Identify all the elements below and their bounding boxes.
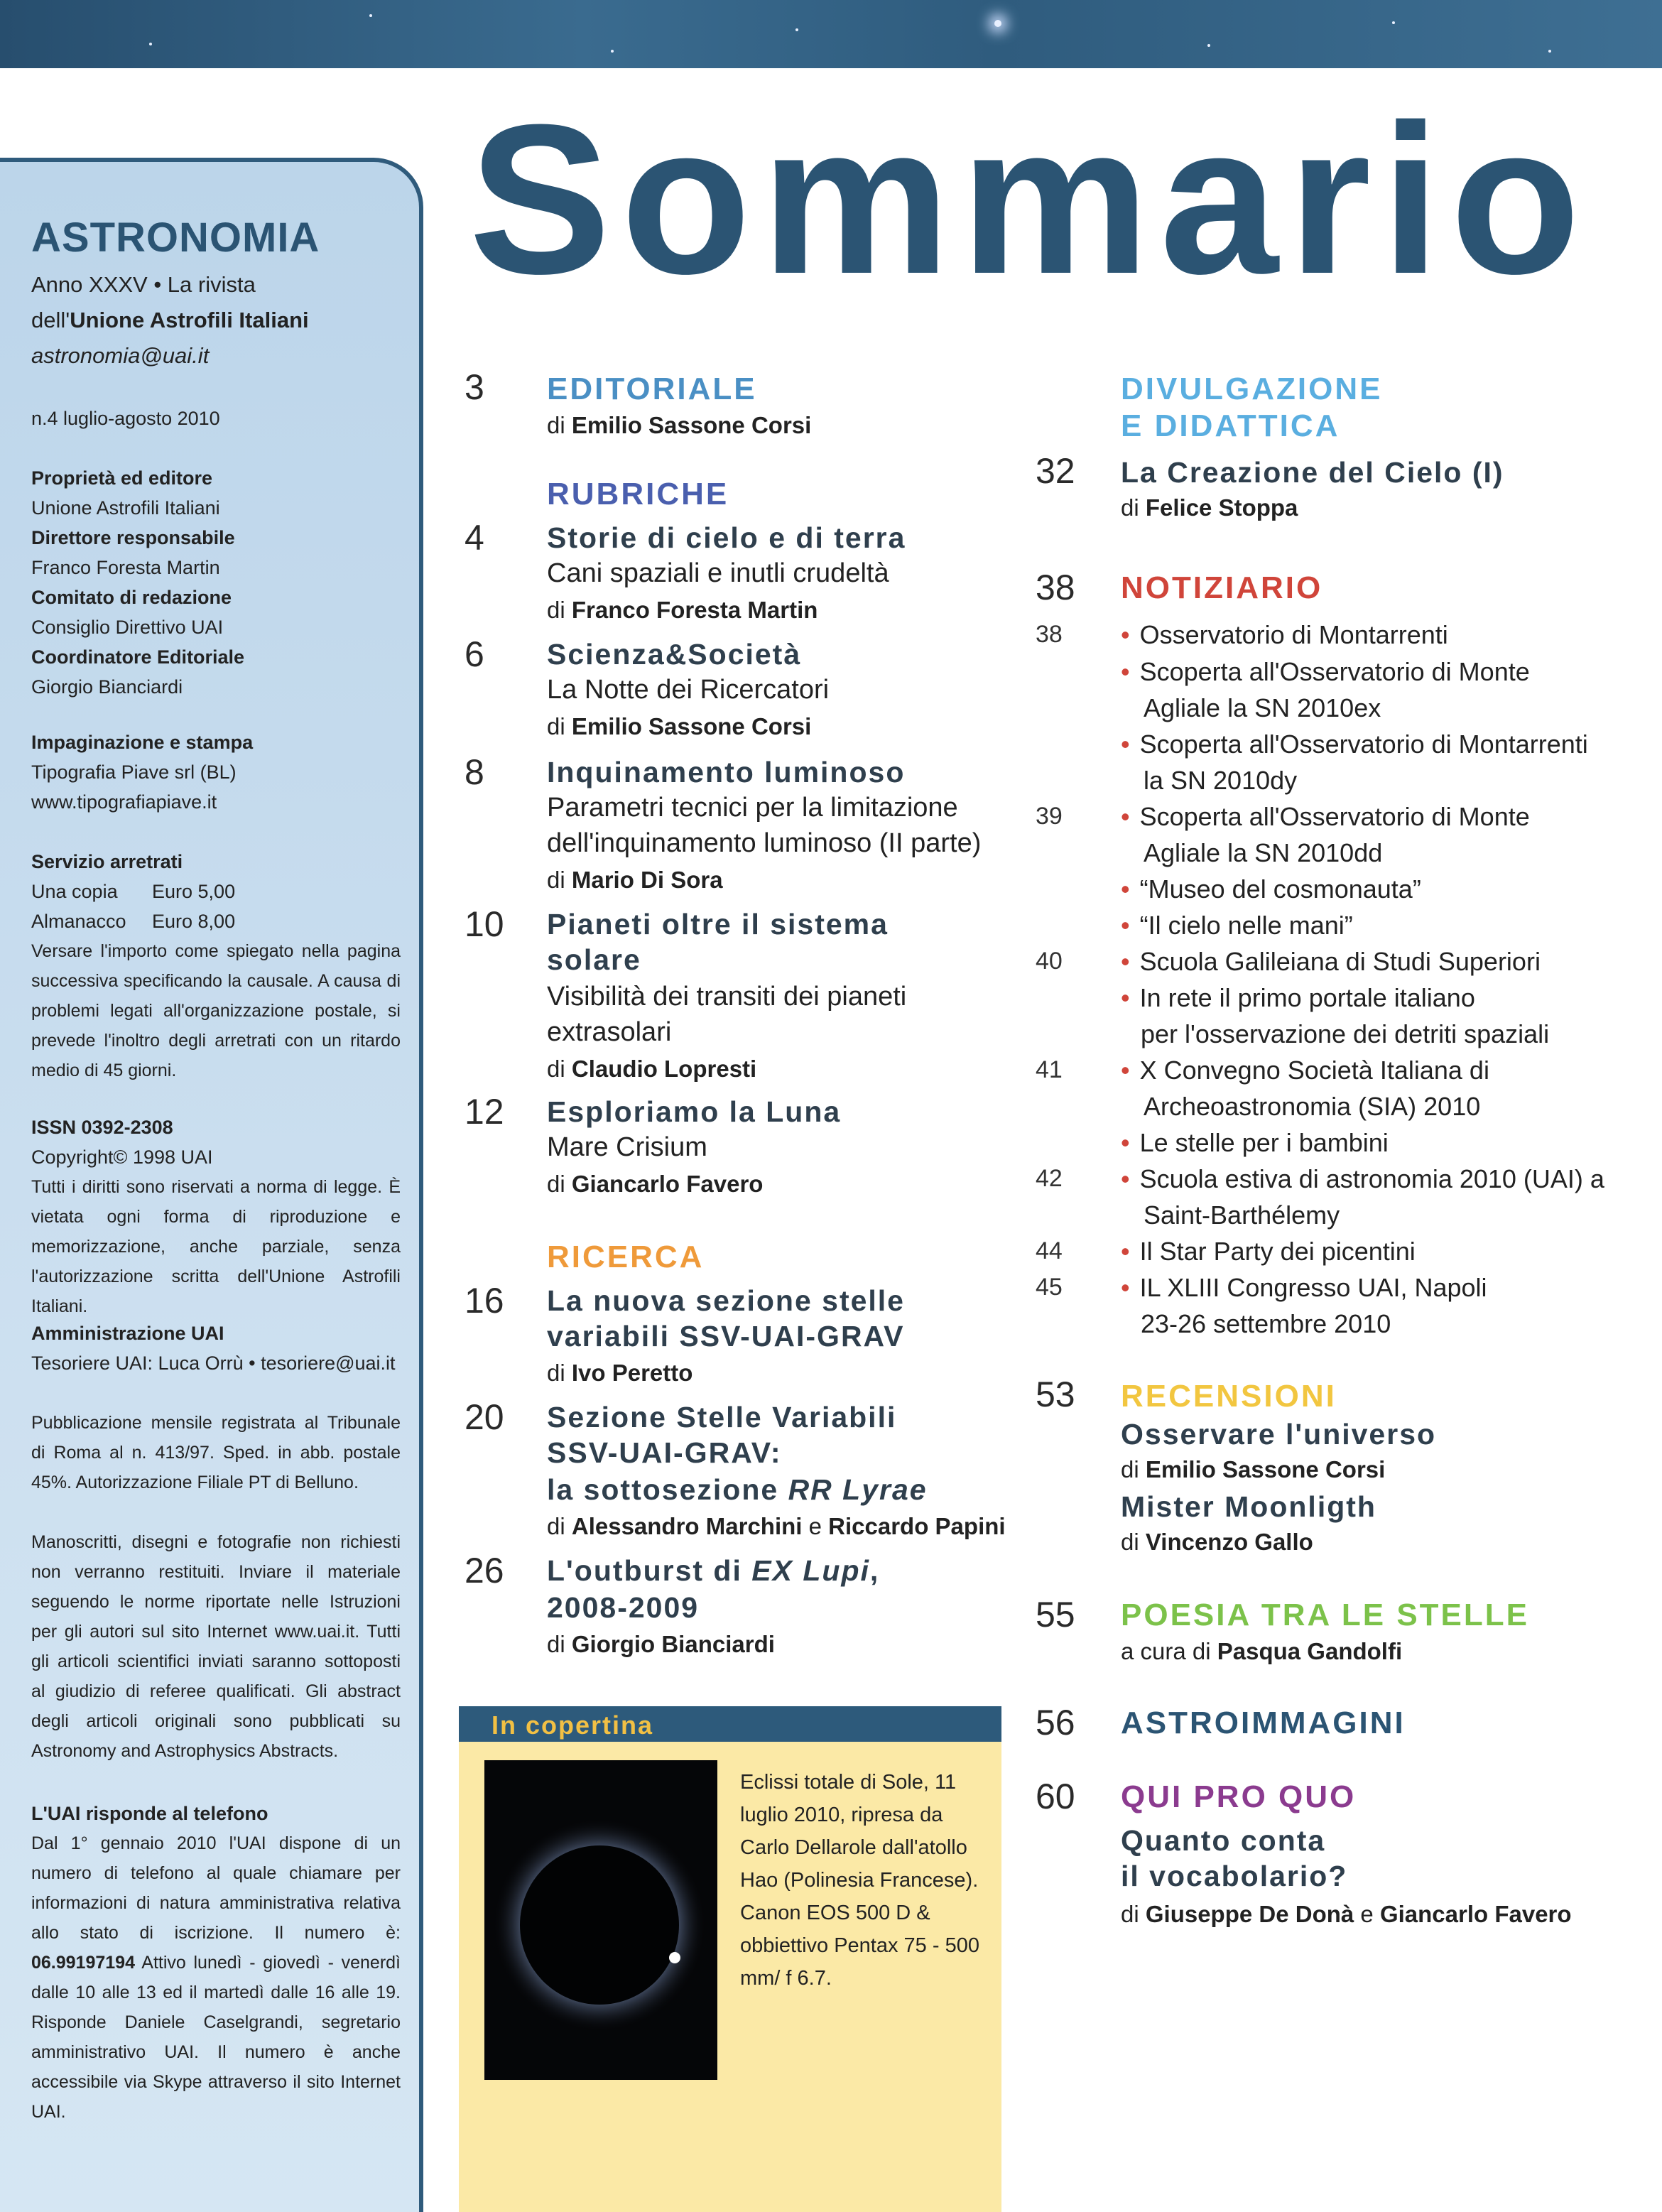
back-issues-info — [31, 847, 401, 1085]
toc-article-title[interactable]: solare — [547, 943, 641, 976]
toc-byline — [1121, 1634, 1402, 1669]
star-icon — [1548, 50, 1551, 53]
cover-header — [459, 1706, 1001, 1742]
author-name: Felice Stoppa — [1145, 494, 1298, 521]
toc-page-number: 10 — [465, 904, 504, 944]
publication-info — [31, 1408, 401, 1497]
cover-label: In copertina — [491, 1710, 654, 1740]
toc-byline — [1121, 1524, 1313, 1560]
toc-article-title[interactable]: 2008-2009 — [547, 1591, 700, 1624]
news-item-text: Scuola estiva di astronomia 2010 (UAI) a — [1139, 1164, 1604, 1193]
byline-prefix: di — [547, 1513, 565, 1539]
news-item[interactable] — [1121, 980, 1475, 1016]
bullet-icon: • — [1121, 1164, 1130, 1193]
staff-role: Comitato di redazione — [31, 587, 232, 608]
phone-text-1: Dal 1° gennaio 2010 l'UAI dispone di un numero di telefono al quale chiamare per informazioni di natura amministrativa relativa allo stato di iscrizione. Il numero è: — [31, 1833, 401, 1943]
staff-list — [31, 463, 244, 702]
admin-label: Amministrazione UAI — [31, 1323, 224, 1344]
phone-info — [31, 1799, 401, 2127]
toc-article-title[interactable]: variabili SSV-UAI-GRAV — [547, 1320, 905, 1352]
news-page-number: 40 — [1036, 948, 1063, 975]
toc-article-title[interactable]: Esploriamo la Luna — [547, 1095, 842, 1128]
price-value: Euro 8,00 — [152, 911, 236, 932]
title-italic: EX Lupi — [751, 1554, 870, 1587]
toc-article-subtitle: Cani spaziali e inutli crudeltà — [547, 558, 889, 588]
print-info — [31, 727, 253, 817]
bullet-icon: • — [1121, 1056, 1130, 1085]
author-name: Giuseppe De Donà — [1145, 1901, 1354, 1927]
star-icon — [1207, 44, 1210, 47]
print-label: Impaginazione e stampa — [31, 732, 254, 753]
bullet-icon: • — [1121, 657, 1130, 686]
news-item[interactable] — [1121, 1052, 1489, 1088]
title-text: la sottosezione — [547, 1473, 788, 1506]
author-name: Giancarlo Favero — [571, 1171, 764, 1197]
news-item-cont: Saint-Barthélemy — [1144, 1200, 1340, 1230]
byline-prefix: di — [1121, 1456, 1139, 1482]
magazine-brand: ASTRONOMIA — [31, 215, 320, 261]
news-item-text: Il Star Party dei picentini — [1139, 1237, 1416, 1266]
toc-article-subtitle: dell'inquinamento luminoso (II parte) — [547, 828, 982, 858]
toc-byline — [547, 1051, 756, 1087]
author-name: Giorgio Bianciardi — [571, 1631, 775, 1657]
news-item[interactable] — [1121, 726, 1588, 762]
bright-star-icon — [994, 20, 1001, 27]
author-name: Claudio Lopresti — [571, 1056, 757, 1082]
section-divulgazione-2[interactable]: E DIDATTICA — [1121, 408, 1340, 443]
toc-page-number: 55 — [1036, 1595, 1075, 1634]
section-rubriche[interactable]: RUBRICHE — [547, 477, 729, 511]
news-item[interactable] — [1121, 1233, 1416, 1269]
news-item-text: Le stelle per i bambini — [1139, 1128, 1389, 1157]
author-name: Mario Di Sora — [571, 867, 723, 893]
toc-article-title[interactable]: Mister Moonligth — [1121, 1490, 1376, 1523]
title-text: L'outburst di — [547, 1554, 752, 1587]
price-row — [31, 906, 401, 936]
byline-prefix: di — [547, 1171, 565, 1197]
toc-article-title[interactable] — [547, 1553, 879, 1588]
toc-page-number: 16 — [465, 1281, 504, 1321]
staff-name: Unione Astrofili Italiani — [31, 497, 220, 519]
news-page-number: 42 — [1036, 1165, 1063, 1192]
issn-label: ISSN 0392-2308 — [31, 1117, 173, 1138]
star-icon — [149, 43, 152, 45]
section-poesia[interactable]: POESIA TRA LE STELLE — [1121, 1598, 1530, 1632]
news-item-cont: Archeoastronomia (SIA) 2010 — [1144, 1092, 1481, 1121]
bullet-icon: • — [1121, 947, 1130, 976]
title-italic: RR Lyrae — [788, 1473, 928, 1506]
starfield-banner — [0, 0, 1662, 68]
staff-name: Franco Foresta Martin — [31, 557, 220, 578]
toc-page-number: 38 — [1036, 568, 1075, 607]
news-page-number: 45 — [1036, 1274, 1063, 1301]
news-item[interactable] — [1121, 1269, 1487, 1306]
section-quiproquo[interactable]: QUI PRO QUO — [1121, 1779, 1357, 1814]
author-name: Riccardo Papini — [828, 1513, 1006, 1539]
author-name: Ivo Peretto — [571, 1360, 693, 1386]
byline-prefix: di — [547, 1360, 565, 1386]
cover-box — [459, 1706, 1001, 2212]
news-item-text: IL XLIII Congresso UAI, Napoli — [1139, 1273, 1487, 1302]
toc-article-title[interactable]: SSV-UAI-GRAV: — [547, 1436, 782, 1469]
news-page-number: 44 — [1036, 1237, 1063, 1264]
toc-article-title[interactable]: Sezione Stelle Variabili — [547, 1401, 897, 1433]
phone-label: L'UAI risponde al telefono — [31, 1803, 268, 1824]
toc-page-number: 56 — [1036, 1703, 1075, 1742]
news-item-text: Scoperta all'Osservatorio di Montarrenti — [1139, 730, 1588, 759]
star-icon — [795, 28, 798, 31]
news-item-text: X Convegno Società Italiana di — [1139, 1056, 1489, 1085]
author-name: Franco Foresta Martin — [571, 597, 818, 623]
toc-byline — [547, 709, 811, 744]
toc-byline — [547, 1355, 692, 1391]
phone-text — [31, 1828, 401, 2127]
news-item[interactable] — [1121, 617, 1448, 653]
price-value: Euro 5,00 — [152, 881, 236, 902]
staff-name: Giorgio Bianciardi — [31, 676, 183, 698]
toc-byline — [547, 1627, 775, 1662]
byline-prefix: di — [1121, 494, 1139, 521]
byline-and: e — [808, 1513, 822, 1539]
news-item-cont: per l'osservazione dei detriti spaziali — [1141, 1019, 1550, 1048]
phone-text-2: Attivo lunedì - giovedì - venerdì dalle 10 alle 13 ed il martedì dalle 16 alle 19. Risponde Daniele Caselgrandi, segretario amministrativo UAI. Il numero è anche accessibile via Skype attraverso il sito Internet UAI. — [31, 1953, 401, 2122]
cover-caption: Eclissi totale di Sole, 11 luglio 2010, ripresa da Carlo Dellarole dall'atollo Hao (Polinesia Francese). Canon EOS 500 D & obbiettivo Pentax 75 - 500 mm/ f 6.7. — [740, 1771, 979, 1990]
news-item-text: Osservatorio di Montarrenti — [1139, 620, 1448, 649]
star-icon — [1392, 21, 1395, 24]
toc-byline — [1121, 1897, 1572, 1932]
eclipse-icon — [484, 1760, 717, 2080]
toc-article-title[interactable]: Quanto conta — [1121, 1824, 1326, 1857]
toc-article-title[interactable]: Pianeti oltre il sistema — [547, 908, 889, 940]
title-text: , — [869, 1554, 880, 1587]
toc-article-subtitle: Visibilità dei transiti dei pianeti — [547, 982, 907, 1012]
publication-text: Pubblicazione mensile registrata al Tribunale di Roma al n. 413/97. Sped. in abb. postale 45%. Autorizzazione Filiale PT di Belluno. — [31, 1413, 401, 1492]
toc-page-number: 6 — [465, 634, 484, 674]
toc-article-title[interactable]: il vocabolario? — [1121, 1860, 1348, 1892]
toc-article-subtitle: Parametri tecnici per la limitazione — [547, 793, 958, 823]
admin-text: Tesoriere UAI: Luca Orrù • tesoriere@uai.it — [31, 1352, 396, 1374]
toc-byline — [547, 1166, 763, 1202]
byline-prefix: di — [547, 412, 565, 438]
toc-article-subtitle: La Notte dei Ricercatori — [547, 675, 830, 705]
news-item-cont: la SN 2010dy — [1144, 766, 1298, 795]
toc-page-number: 3 — [465, 367, 484, 407]
toc-page-number: 4 — [465, 518, 484, 558]
byline-prefix: di — [1121, 1529, 1139, 1555]
bullet-icon: • — [1121, 874, 1130, 904]
staff-role: Coordinatore Editoriale — [31, 646, 245, 668]
news-item-text: “Il cielo nelle mani” — [1139, 911, 1353, 940]
news-item[interactable] — [1121, 943, 1541, 980]
author-name: Pasqua Gandolfi — [1217, 1638, 1403, 1664]
author-name: Emilio Sassone Corsi — [1145, 1456, 1386, 1482]
bullet-icon: • — [1121, 1273, 1130, 1302]
byline-prefix: di — [547, 867, 565, 893]
arretrati-label: Servizio arretrati — [31, 851, 183, 872]
bullet-icon: • — [1121, 983, 1130, 1012]
eclipse-photo — [484, 1760, 717, 2080]
toc-byline — [547, 1509, 1006, 1544]
toc-page-number: 53 — [1036, 1375, 1075, 1414]
news-page-number: 41 — [1036, 1056, 1063, 1083]
author-name: Emilio Sassone Corsi — [571, 412, 812, 438]
toc-page-number: 32 — [1036, 451, 1075, 491]
toc-page-number: 20 — [465, 1397, 504, 1437]
section-notiziario[interactable]: NOTIZIARIO — [1121, 570, 1323, 605]
section-astroimmagini[interactable]: ASTROIMMAGINI — [1121, 1706, 1406, 1740]
section-recensioni[interactable]: RECENSIONI — [1121, 1379, 1337, 1414]
byline-prefix: di — [547, 597, 565, 623]
intro-prefix: dell' — [31, 308, 70, 332]
bullet-icon: • — [1121, 1128, 1130, 1157]
toc-page-number: 12 — [465, 1092, 504, 1132]
toc-article-subtitle: Mare Crisium — [547, 1132, 707, 1162]
news-item-cont: 23-26 settembre 2010 — [1141, 1309, 1391, 1338]
price-row — [31, 877, 401, 906]
toc-article-title[interactable]: Scienza&Società — [547, 638, 802, 671]
copyright: Copyright© 1998 UAI — [31, 1146, 213, 1168]
news-item[interactable] — [1121, 1124, 1389, 1161]
price-item: Una copia — [31, 881, 118, 902]
bullet-icon: • — [1121, 1237, 1130, 1266]
byline-prefix: di — [547, 1056, 565, 1082]
toc-article-title[interactable]: Osservare l'universo — [1121, 1418, 1437, 1451]
byline-prefix: di — [547, 1631, 565, 1657]
toc-page-number: 60 — [1036, 1777, 1075, 1816]
staff-role: Proprietà ed editore — [31, 467, 213, 489]
news-item-cont: Agliale la SN 2010ex — [1144, 693, 1381, 722]
magazine-intro — [31, 267, 309, 374]
star-icon — [611, 50, 614, 53]
byline-prefix: a cura di — [1121, 1638, 1211, 1664]
star-icon — [369, 14, 372, 17]
section-divulgazione[interactable]: DIVULGAZIONE — [1121, 372, 1383, 406]
toc-byline — [1121, 490, 1298, 526]
news-item[interactable] — [1121, 1161, 1604, 1197]
bullet-icon: • — [1121, 911, 1130, 940]
staff-role: Direttore responsabile — [31, 527, 235, 548]
news-item[interactable] — [1121, 798, 1530, 835]
toc-byline — [1121, 1452, 1385, 1487]
news-item-text: Scoperta all'Osservatorio di Monte — [1139, 657, 1530, 686]
print-name: Tipografia Piave srl (BL) — [31, 761, 237, 783]
section-ricerca[interactable]: RICERCA — [547, 1240, 705, 1274]
rights-text: Tutti i diritti sono riservati a norma di legge. È vietata ogni forma di riproduzione e memorizzazione, anche parziale, senza l'autorizzazione scritta dell'Unione Astrofili Italiani. — [31, 1177, 401, 1316]
news-item-text: In rete il primo portale italiano — [1139, 983, 1475, 1012]
toc-article-title[interactable]: Inquinamento luminoso — [547, 756, 906, 788]
toc-byline — [547, 592, 818, 628]
bullet-icon: • — [1121, 802, 1130, 831]
author-name: Vincenzo Gallo — [1145, 1529, 1313, 1555]
bullet-icon: • — [1121, 620, 1130, 649]
news-item[interactable] — [1121, 907, 1353, 943]
news-page-number: 39 — [1036, 803, 1063, 830]
news-item[interactable] — [1121, 871, 1421, 907]
toc-byline — [547, 408, 811, 443]
byline-prefix: di — [547, 713, 565, 739]
print-web-link[interactable]: www.tipografiapiave.it — [31, 791, 217, 813]
author-name: Giancarlo Favero — [1379, 1901, 1572, 1927]
author-name: Emilio Sassone Corsi — [571, 713, 812, 739]
price-item: Almanacco — [31, 911, 126, 932]
arretrati-text: Versare l'importo come spiegato nella pagina successiva specificando la causale. A causa di problemi legati all'organizzazione postale, si prevede l'inoltro degli arretrati con un ritardo medio di 45 giorni. — [31, 941, 401, 1080]
toc-page-number: 8 — [465, 752, 484, 792]
news-page-number: 38 — [1036, 621, 1063, 648]
news-item-text: “Museo del cosmonauta” — [1139, 874, 1421, 904]
page-title: Sommario — [469, 80, 1591, 318]
news-item-cont: Agliale la SN 2010dd — [1144, 838, 1383, 867]
toc-article-title[interactable] — [547, 1472, 928, 1507]
toc-article-subtitle: extrasolari — [547, 1017, 672, 1047]
byline-prefix: di — [1121, 1901, 1139, 1927]
admin-info — [31, 1318, 396, 1378]
news-item-text: Scoperta all'Osservatorio di Monte — [1139, 802, 1530, 831]
publisher-name: Unione Astrofili Italiani — [70, 308, 309, 332]
manuscripts-info — [31, 1527, 401, 1766]
intro-line-1: Anno XXXV • La rivista — [31, 272, 256, 297]
phone-number[interactable]: 06.99197194 — [31, 1953, 135, 1973]
toc-byline — [547, 862, 723, 898]
news-item[interactable] — [1121, 654, 1530, 690]
email-link[interactable]: astronomia@uai.it — [31, 343, 210, 368]
intro-line-2 — [31, 303, 309, 338]
manuscripts-text: Manoscritti, disegni e fotografie non richiesti non verranno restituiti. Inviare il materiale seguendo le norme riportate nelle Istruzioni per gli autori sul sito Internet www.uai.it. Tutti gli articoli scientifici inviati saranno sottoposti al giudizio di referee qualificati. Gli abstract degli articoli originali sono pubblicati su Astronomy and Astrophysics Abstracts. — [31, 1532, 401, 1761]
issue-number: n.4 luglio-agosto 2010 — [31, 408, 220, 429]
staff-name: Consiglio Direttivo UAI — [31, 617, 224, 638]
toc-article-title[interactable]: La Creazione del Cielo (I) — [1121, 456, 1504, 489]
bullet-icon: • — [1121, 730, 1130, 759]
toc-article-title[interactable]: La nuova sezione stelle — [547, 1284, 905, 1317]
byline-and: e — [1360, 1901, 1374, 1927]
issn-info — [31, 1112, 401, 1321]
toc-page-number: 26 — [465, 1551, 504, 1590]
toc-article-title[interactable]: Storie di cielo e di terra — [547, 521, 906, 554]
author-name: Alessandro Marchini — [571, 1513, 803, 1539]
section-editoriale[interactable]: EDITORIALE — [547, 372, 757, 406]
news-item-text: Scuola Galileiana di Studi Superiori — [1139, 947, 1541, 976]
